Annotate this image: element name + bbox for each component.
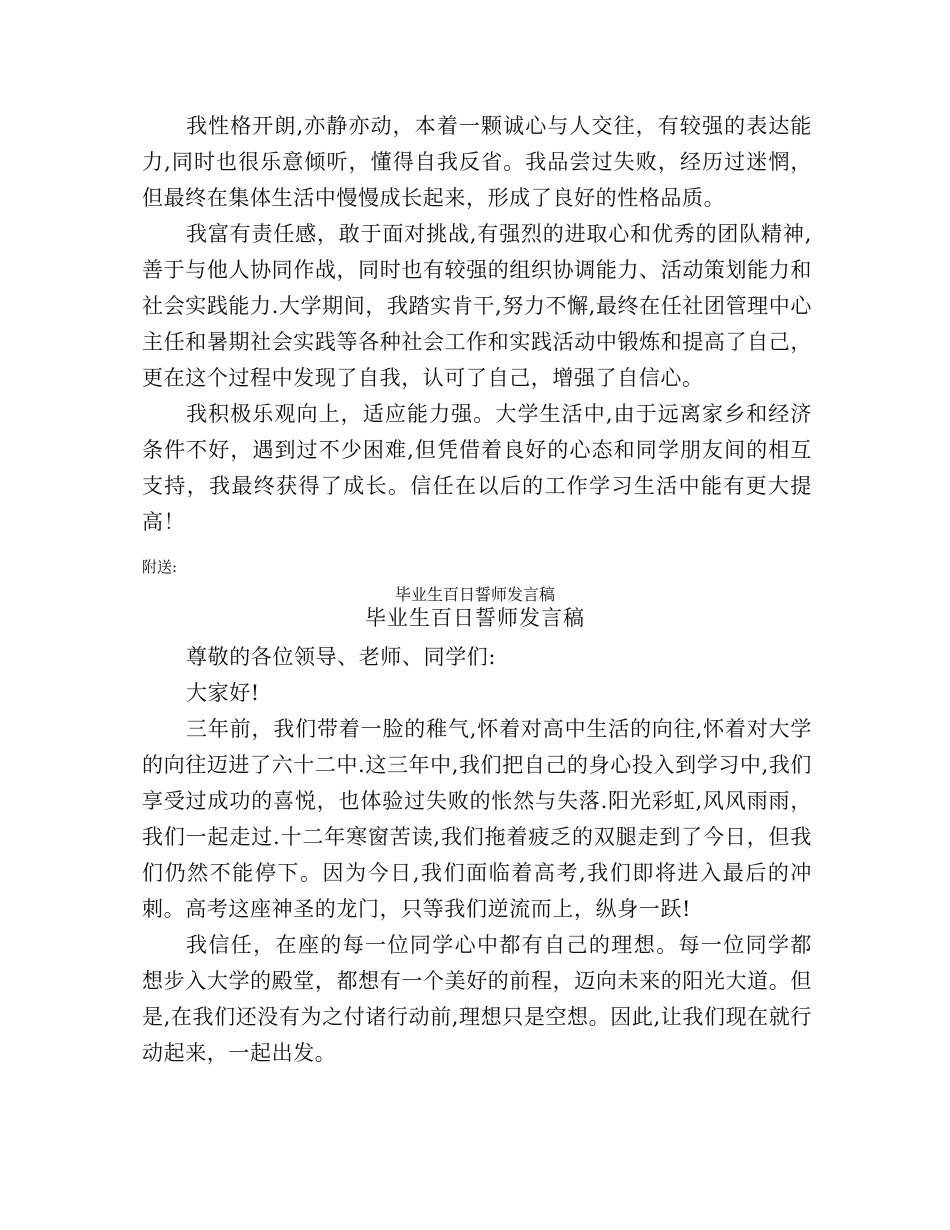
paragraph-optimism: 我积极乐观向上，适应能力强。大学生活中,由于远离家乡和经济条件不好，遇到过不少困难,但凭借着良好的心态和同学朋友间的相互支持，我最终获得了成长。信任在以后的工作学习生活中能有更大提高！ — [142, 402, 812, 534]
attachment-label: 附送: — [142, 558, 178, 576]
paragraph-responsibility: 我富有责任感，敢于面对挑战,有强烈的进取心和优秀的团队精神,善于与他人协同作战，同时也有较强的组织协调能力、活动策划能力和社会实践能力.大学期间，我踏实肯干,努力不懈,最终在任社团管理中心主任和暑期社会实践等各种社会工作和实践活动中锻炼和提高了自己，更在这个过程中发现了自我，认可了自己，增强了自信心。 — [142, 222, 812, 390]
speech-salutation: 尊敬的各位领导、老师、同学们: — [186, 645, 497, 669]
speech-paragraph-three-years: 三年前，我们带着一脸的稚气,怀着对高中生活的向往,怀着对大学的向往迈进了六十二中.这三年中,我们把自己的身心投入到学习中,我们享受过成功的喜悦，也体验过失败的怅然与失落.阳光彩虹,风风雨雨，我们一起走过.十二年寒窗苦读,我们拖着疲乏的双腿走到了今日，但我们仍然不能停下。因为今日,我们面临着高考,我们即将进入最后的冲刺。高考这座神圣的龙门，只等我们逆流而上，纵身一跃! — [142, 717, 812, 921]
speech-title: 毕业生百日誓师发言稿 — [365, 606, 585, 630]
paragraph-personality: 我性格开朗,亦静亦动，本着一颗诚心与人交往，有较强的表达能力,同时也很乐意倾听，懂得自我反省。我品尝过失败，经历过迷惘，但最终在集体生活中慢慢成长起来，形成了良好的性格品质。 — [142, 114, 812, 210]
self-evaluation-section — [142, 108, 812, 540]
speech-body — [142, 639, 812, 1071]
speech-paragraph-ideals: 我信任，在座的每一位同学心中都有自己的理想。每一位同学都想步入大学的殿堂，都想有一个美好的前程，迈向未来的阳光大道。但是,在我们还没有为之付诸行动前,理想只是空想。因此,让我们现在就行动起来，一起出发。 — [142, 933, 812, 1065]
speech-title-small: 毕业生百日誓师发言稿 — [394, 585, 555, 604]
speech-greeting: 大家好! — [186, 681, 260, 705]
